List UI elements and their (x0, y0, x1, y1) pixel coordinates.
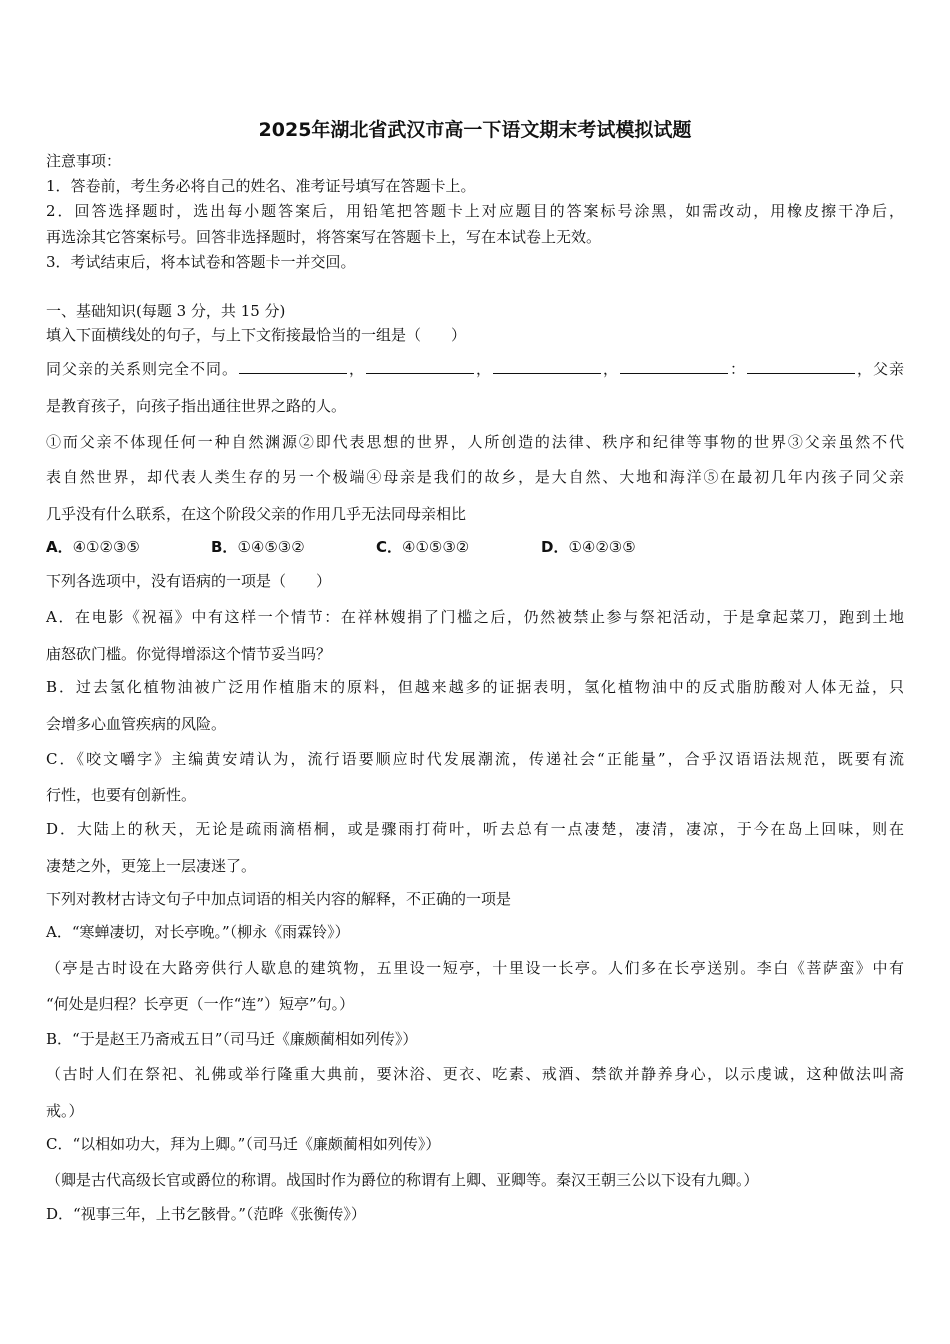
q2-option-d: D．大陆上的秋天，无论是疏雨滴梧桐，或是骤雨打荷叶，听去总有一点凄楚，凄清，凄凉，于今在岛上回味，则在 (46, 820, 904, 838)
q3-option-b: B．“于是赵王乃斋戒五日”（司马迁《廉颇蔺相如列传》） (46, 1030, 418, 1048)
answer-blank (620, 359, 728, 374)
choice-d[interactable]: D．①④②③⑤ (541, 538, 636, 556)
q3-option-b-note-cont: 戒。） (46, 1102, 84, 1120)
choice-b[interactable]: B．①④⑤③② (211, 538, 305, 556)
notice-item: 3．考试结束后，将本试卷和答题卡一并交回。 (46, 253, 356, 271)
q3-option-a-note-cont: “何处是归程？长亭更（一作“连”）短亭”句。） (46, 995, 355, 1013)
q3-option-c-note: （卿是古代高级长官或爵位的称谓。战国时作为爵位的称谓有上卿、亚卿等。秦汉王朝三公以下设有九卿。） (46, 1171, 759, 1189)
q3-option-c: C．“以相如功大，拜为上卿。”（司马迁《廉颇蔺相如列传》） (46, 1135, 441, 1153)
q1-choices (46, 537, 706, 557)
answer-blank (493, 359, 601, 374)
q2-stem: 下列各选项中，没有语病的一项是（ ） (46, 572, 332, 590)
q1-options-text: ①而父亲不体现任何一种自然渊源②即代表思想的世界，人所创造的法律、秩序和纪律等事物的世界③父亲虽然不代 (46, 433, 904, 451)
page-title: 2025年湖北省武汉市高一下语文期末考试模拟试题 (258, 119, 692, 141)
q1-context-end: ，父亲 (855, 360, 904, 378)
q3-option-d: D．“视事三年，上书乞骸骨。”（范晔《张衡传》） (46, 1205, 366, 1223)
q2-option-b-cont: 会增多心血管疾病的风险。 (46, 715, 227, 733)
q3-option-a-note: （亭是古时设在大路旁供行人歇息的建筑物，五里设一短亭，十里设一长亭。人们多在长亭送别。李白《菩萨蛮》中有 (46, 959, 904, 977)
answer-blank (239, 359, 347, 374)
answer-blank (747, 359, 855, 374)
q2-option-a: A．在电影《祝福》中有这样一个情节：在祥林嫂捐了门槛之后，仍然被禁止参与祭祀活动，于是拿起菜刀，跑到土地 (46, 608, 904, 626)
q2-option-c: C．《咬文嚼字》主编黄安靖认为，流行语要顺应时代发展潮流，传递社会“正能量”，合乎汉语语法规范，既要有流 (46, 750, 904, 768)
separator: ， (474, 360, 492, 378)
notice-item: 1．答卷前，考生务必将自己的姓名、准考证号填写在答题卡上。 (46, 177, 476, 195)
q1-context-start: 同父亲的关系则完全不同。 (46, 360, 238, 378)
q1-options-text: 几乎没有什么联系，在这个阶段父亲的作用几乎无法同母亲相比 (46, 505, 467, 523)
choice-a[interactable]: A．④①②③⑤ (46, 538, 140, 556)
q1-context-line2: 是教育孩子，向孩子指出通往世界之路的人。 (46, 397, 347, 415)
q2-option-b: B．过去氢化植物油被广泛用作植脂末的原料，但越来越多的证据表明，氢化植物油中的反式脂肪酸对人体无益，只 (46, 678, 904, 696)
q1-stem: 填入下面横线处的句子，与上下文衔接最恰当的一组是（ ） (46, 326, 467, 344)
section-heading: 一、基础知识(每题 3 分，共 15 分) (46, 302, 286, 320)
q3-stem: 下列对教材古诗文句子中加点词语的相关内容的解释，不正确的一项是 (46, 890, 512, 908)
q3-option-b-note: （古时人们在祭祀、礼佛或举行隆重大典前，要沐浴、更衣、吃素、戒酒、禁欲并静养身心，以示虔诚，这种做法叫斋 (46, 1065, 904, 1083)
q2-option-c-cont: 行性，也要有创新性。 (46, 786, 197, 804)
choice-c[interactable]: C．④①⑤③② (376, 538, 470, 556)
q1-context-line (46, 359, 904, 379)
notice-item: 2．回答选择题时，选出每小题答案后，用铅笔把答题卡上对应题目的答案标号涂黑，如需改动，用橡皮擦干净后， (46, 202, 904, 220)
q1-options-text: 表自然世界，却代表人类生存的另一个极端④母亲是我们的故乡，是大自然、大地和海洋⑤在最初几年内孩子同父亲 (46, 468, 904, 486)
q2-option-d-cont: 凄楚之外，更笼上一层凄迷了。 (46, 857, 257, 875)
separator: ： (728, 360, 746, 378)
notice-item: 再选涂其它答案标号。回答非选择题时，将答案写在答题卡上，写在本试卷上无效。 (46, 228, 602, 246)
separator: ， (601, 360, 619, 378)
q3-option-a: A．“寒蝉凄切，对长亭晚。”（柳永《雨霖铃》） (46, 923, 350, 941)
answer-blank (366, 359, 474, 374)
q2-option-a-cont: 庙怒砍门槛。你觉得增添这个情节妥当吗？ (46, 645, 332, 663)
separator: ， (347, 360, 365, 378)
notice-heading: 注意事项： (46, 152, 122, 170)
